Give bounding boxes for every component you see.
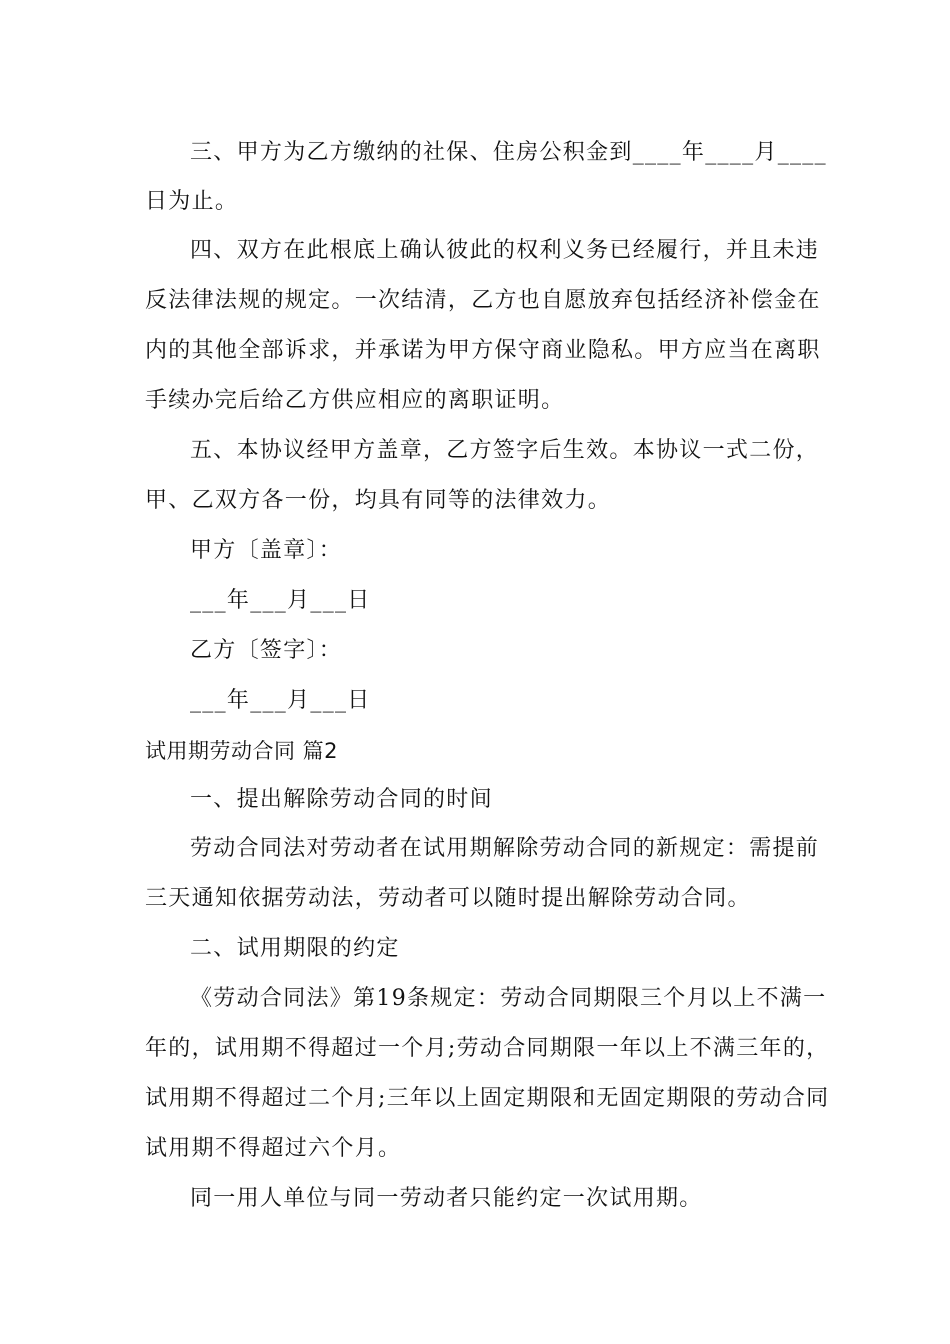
clause-4-line-2: 反法律法规的规定。一次结清，乙方也自愿放弃包括经济补偿金在 bbox=[145, 288, 821, 313]
subheading-termination-time: 一、提出解除劳动合同的时间 bbox=[190, 787, 493, 812]
section-title: 试用期劳动合同 篇2 bbox=[145, 739, 339, 763]
single-probation-line: 同一用人单位与同一劳动者只能约定一次试用期。 bbox=[190, 1186, 703, 1211]
article-19-line-4: 试用期不得超过六个月。 bbox=[145, 1136, 402, 1161]
article-19-line-3: 试用期不得超过二个月;三年以上固定期限和无固定期限的劳动合同 bbox=[145, 1086, 830, 1111]
clause-4-line-1: 四、双方在此根底上确认彼此的权利义务已经履行，并且未违 bbox=[190, 238, 820, 263]
party-b-signature-label: 乙方〔签字〕： bbox=[190, 638, 343, 663]
article-19-line-2: 年的，试用期不得超过一个月;劳动合同期限一年以上不满三年的， bbox=[145, 1036, 830, 1061]
party-b-date-line: ___年___月___日 bbox=[190, 688, 371, 713]
clause-4-line-3: 内的其他全部诉求，并承诺为甲方保守商业隐私。甲方应当在离职 bbox=[145, 338, 821, 363]
termination-line-1: 劳动合同法对劳动者在试用期解除劳动合同的新规定：需提前 bbox=[190, 836, 820, 861]
clause-4-line-4: 手续办完后给乙方供应相应的离职证明。 bbox=[145, 388, 565, 413]
clause-5-line-2: 甲、乙双方各一份，均具有同等的法律效力。 bbox=[145, 488, 612, 513]
clause-5-line-1: 五、本协议经甲方盖章，乙方签字后生效。本协议一式二份， bbox=[190, 438, 820, 463]
clause-3-line-1: 三、甲方为乙方缴纳的社保、住房公积金到____年____月____ bbox=[190, 140, 827, 165]
party-a-date-line: ___年___月___日 bbox=[190, 588, 371, 613]
termination-line-2: 三天通知依据劳动法，劳动者可以随时提出解除劳动合同。 bbox=[145, 886, 751, 911]
party-a-seal-label: 甲方〔盖章〕： bbox=[190, 538, 343, 563]
clause-3-line-2: 日为止。 bbox=[145, 189, 239, 214]
subheading-probation-term: 二、试用期限的约定 bbox=[190, 936, 400, 961]
article-19-line-1: 《劳动合同法》第19条规定：劳动合同期限三个月以上不满一 bbox=[190, 986, 827, 1011]
